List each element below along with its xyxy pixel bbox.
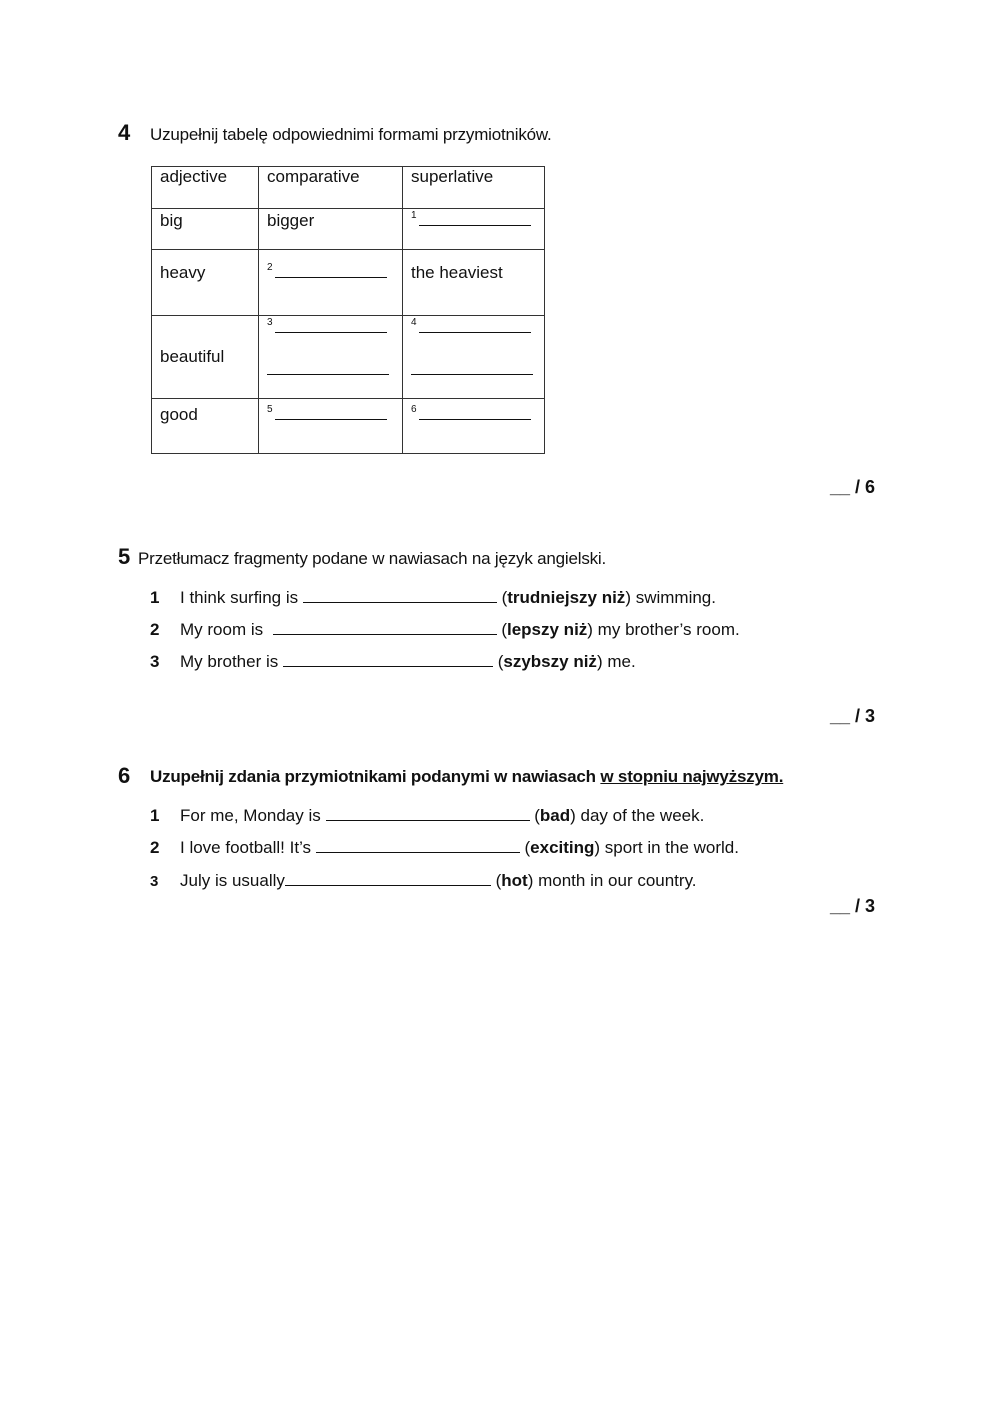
exercise-6-number: 6 <box>118 763 131 788</box>
answer-blank[interactable] <box>419 318 531 333</box>
blank-number: 1 <box>411 210 417 221</box>
exercise-5-number: 5 <box>118 544 131 569</box>
exercise-5-instruction: Przetłumacz fragmenty podane w nawiasach na język angielski. <box>138 549 607 568</box>
item-number: 1 <box>150 588 160 607</box>
item-text-before: My room is <box>180 620 268 639</box>
header-adjective: adjective <box>152 167 259 209</box>
item-text-before: My brother is <box>180 652 283 671</box>
answer-blank[interactable] <box>303 601 497 603</box>
exercise-5-score: __ / 3 <box>830 706 876 726</box>
answer-blank[interactable] <box>419 405 531 420</box>
item-hint: szybszy niż <box>503 652 597 671</box>
exercise-6-item <box>150 806 704 826</box>
cell-superlative-blank[interactable] <box>403 316 545 399</box>
exercise-6-score: __ / 3 <box>830 896 876 916</box>
open-paren: ( <box>501 620 507 639</box>
item-number: 3 <box>150 873 159 890</box>
exercise-6-item <box>150 871 697 891</box>
cell-adjective: big <box>152 209 259 250</box>
item-hint: bad <box>539 806 571 825</box>
table-header-row <box>152 167 545 209</box>
cell-adjective: heavy <box>152 250 259 316</box>
exercise-4-instruction: Uzupełnij tabelę odpowiednimi formami przymiotników. <box>150 125 552 144</box>
item-number: 2 <box>150 620 160 639</box>
item-number: 1 <box>150 806 160 825</box>
exercise-5-item <box>150 652 636 672</box>
item-text-after: ) swimming. <box>625 588 716 607</box>
answer-blank-line2[interactable] <box>267 360 389 375</box>
answer-blank[interactable] <box>419 211 531 226</box>
answer-blank[interactable] <box>326 819 530 821</box>
cell-adjective: good <box>152 399 259 454</box>
cell-superlative-blank[interactable] <box>403 209 545 250</box>
exercise-5-item <box>150 620 740 640</box>
item-text-before: I love football! It’s <box>180 838 316 857</box>
exercise-6-item <box>150 838 739 858</box>
blank-number: 3 <box>267 317 273 328</box>
exercise-5-item <box>150 588 716 608</box>
blank-number: 5 <box>267 404 273 415</box>
item-hint: lepszy niż <box>506 620 588 639</box>
answer-blank[interactable] <box>316 851 520 853</box>
exercise-4-number: 4 <box>118 120 131 145</box>
open-paren: ( <box>495 871 502 890</box>
blank-number: 4 <box>411 317 417 328</box>
answer-blank[interactable] <box>285 884 491 886</box>
item-text-before: For me, Monday is <box>180 806 326 825</box>
table-row <box>152 209 545 250</box>
open-paren: ( <box>501 588 508 607</box>
cell-comparative-blank[interactable] <box>259 399 403 454</box>
cell-comparative-blank[interactable] <box>259 250 403 316</box>
item-text-after: ) day of the week. <box>570 806 705 825</box>
answer-blank[interactable] <box>273 633 497 635</box>
item-number: 3 <box>150 652 160 671</box>
header-comparative: comparative <box>259 167 403 209</box>
exercise-6-instruction <box>150 767 783 787</box>
answer-blank[interactable] <box>283 665 493 667</box>
item-hint: trudniejszy niż <box>507 588 626 607</box>
comparison-table <box>151 166 545 454</box>
blank-number: 6 <box>411 404 417 415</box>
open-paren: ( <box>497 652 504 671</box>
answer-blank[interactable] <box>275 263 387 278</box>
cell-comparative: bigger <box>259 209 403 250</box>
item-hint: exciting <box>530 838 595 857</box>
answer-blank-line2[interactable] <box>411 360 533 375</box>
instruction-text: Uzupełnij zdania przymiotnikami podanymi w nawiasach <box>150 767 601 786</box>
table-row <box>152 316 545 399</box>
table-row <box>152 250 545 316</box>
item-number: 2 <box>150 838 160 857</box>
open-paren: ( <box>524 838 531 857</box>
cell-superlative: the heaviest <box>403 250 545 316</box>
exercise-4-score: __ / 6 <box>830 477 876 497</box>
item-text-before: July is usually <box>180 871 285 890</box>
header-superlative: superlative <box>403 167 545 209</box>
answer-blank[interactable] <box>275 405 387 420</box>
blank-number: 2 <box>267 262 273 273</box>
table-row <box>152 399 545 454</box>
item-text-after: ) sport in the world. <box>594 838 739 857</box>
item-text-after: ) month in our country. <box>527 871 697 890</box>
item-text-after: ) me. <box>596 652 636 671</box>
item-text-before: I think surfing is <box>180 588 303 607</box>
item-hint: hot <box>501 871 528 890</box>
cell-comparative-blank[interactable] <box>259 316 403 399</box>
instruction-underlined: w stopniu najwyższym. <box>600 767 784 786</box>
cell-adjective: beautiful <box>152 316 259 399</box>
answer-blank[interactable] <box>275 318 387 333</box>
open-paren: ( <box>534 806 540 825</box>
item-text-after: ) my brother’s room. <box>587 620 740 639</box>
cell-superlative-blank[interactable] <box>403 399 545 454</box>
